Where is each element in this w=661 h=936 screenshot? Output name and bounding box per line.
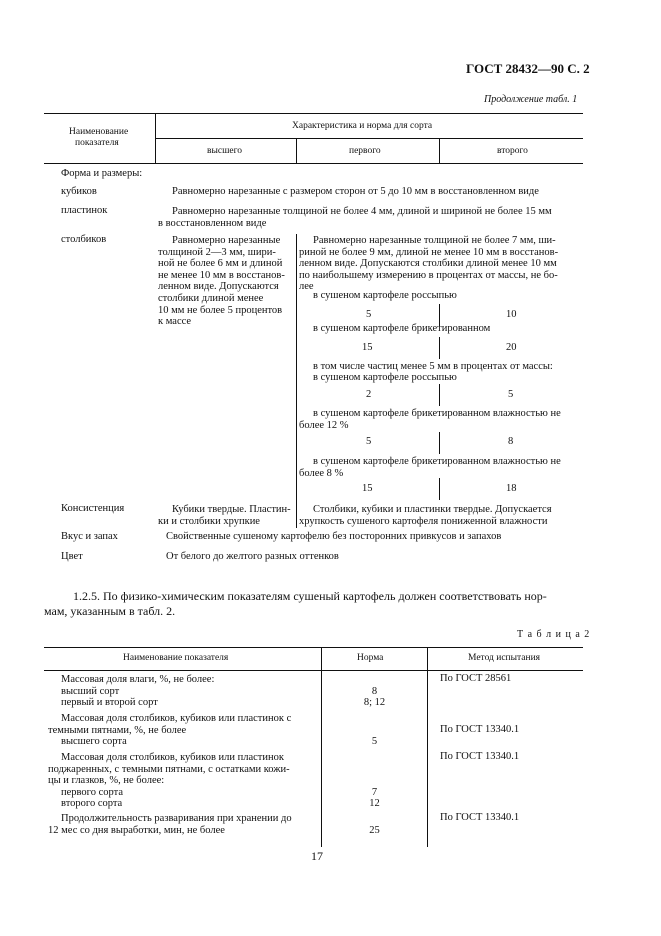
table1-col-char-header: Характеристика и норма для сорта [292, 121, 433, 131]
row-label-cubes: кубиков [61, 186, 97, 197]
table1-col-divider [439, 337, 440, 359]
row-label-taste: Вкус и запах [61, 531, 118, 542]
table2-row-norm: 7 12 [369, 786, 380, 810]
page-number: 17 [311, 849, 323, 863]
including-loose-label: в сушеном картофеле россыпью [313, 372, 457, 383]
table2-row-method: По ГОСТ 13340.1 [440, 724, 520, 735]
plates-description: Равномерно нарезанные толщиной не более 4 мм, длиной и шириной не более 15 мм в восстановленном виде [158, 206, 552, 229]
consistency-highest: Кубики твердые. Пластин- ки и столбики хрупкие [158, 504, 291, 527]
table2-row-method: По ГОСТ 13340.1 [440, 751, 520, 762]
table1-col-divider [439, 478, 440, 500]
sticks-highest-description: Равномерно нарезанные толщиной 2—3 мм, шири- ной не более 6 мм и длиной не менее 10 мм в восстанов- ленном виде. Допускаются столбики длиной менее 10 мм не более 5 процентов к массе [158, 235, 285, 328]
including-loose-value-first: 2 [366, 389, 372, 400]
table1-col-name-header: Наименование [69, 127, 129, 137]
table2-row-norm: 5 [371, 736, 378, 748]
table2-row-name: Массовая доля влаги, %, не более: высший сорт первый и второй сорт [61, 674, 215, 709]
grade-header-second: второго [497, 146, 528, 156]
row-label-color: Цвет [61, 551, 83, 562]
row-label-consistency: Консистенция [61, 503, 125, 514]
document-code: ГОСТ 28432—90 С. 2 [466, 61, 590, 76]
grade-header-first: первого [349, 146, 381, 156]
taste-description: Свойственные сушеному картофелю без посторонних привкусов и запахов [166, 531, 502, 542]
loose-value-first: 5 [366, 309, 372, 320]
briquetted-label: в сушеном картофеле брикетированном [313, 323, 491, 334]
table2-row-norm: 8 8; 12 [363, 685, 386, 709]
table2-row-name: Массовая доля столбиков, кубиков или пластинок с темными пятнами, %, не более высшего сорта [48, 713, 292, 748]
sticks-other-description: Равномерно нарезанные толщиной не более 7 мм, ши- риной не более 9 мм, длиной не менее 10 мм в восстанов- ленном виде. Допускаются столбики длиной менее 10 мм по наибольшему измерению в процентах от массы, не бо- лее [299, 235, 559, 293]
table-continuation-label: Продолжение табл. 1 [484, 94, 578, 105]
including-loose-value-second: 5 [508, 389, 514, 400]
table1-header-bottom-rule [44, 163, 583, 164]
paragraph-line: мам, указанным в табл. 2. [44, 604, 176, 618]
table2-row-name: Массовая доля столбиков, кубиков или пластинок поджаренных, с темными пятнами, с остатками кожи- цы и глазков, %, не более: первого сорта второго сорта [48, 752, 290, 810]
table2-header-name: Наименование показателя [123, 653, 229, 663]
table1-col-divider [296, 138, 297, 163]
row-label-form: Форма и размеры: [61, 168, 143, 179]
briquetted8-value-first: 15 [362, 483, 373, 494]
table2-header-rule [44, 670, 583, 671]
row-label-plates: пластинок [61, 205, 108, 216]
table2-title: Т а б л и ц а 2 [517, 629, 591, 640]
table1-top-rule [44, 113, 583, 114]
briquetted12-label: в сушеном картофеле брикетированном влажностью не более 12 % [299, 408, 561, 431]
loose-label: в сушеном картофеле россыпью [313, 290, 457, 301]
grade-header-highest: высшего [207, 146, 243, 156]
briquetted8-value-second: 18 [506, 483, 517, 494]
table2-row-name: Продолжительность разваривания при хранении до 12 мес со дня выработки, мин, не более [48, 813, 292, 836]
table1-col-divider [296, 234, 297, 528]
briquetted12-value-first: 5 [366, 436, 372, 447]
table1-col-divider [439, 432, 440, 454]
table1-col-divider [439, 138, 440, 163]
color-description: От белого до желтого разных оттенков [166, 551, 339, 562]
cubes-description: Равномерно нарезанные с размером сторон от 5 до 10 мм в восстановленном виде [172, 186, 539, 197]
paragraph-line: 1.2.5. По физико-химическим показателям сушеный картофель должен соответствовать нор- [73, 589, 547, 603]
table2-header-method: Метод испытания [468, 653, 541, 663]
table2-row-norm: 25 [369, 824, 380, 836]
table1-col-name-header: показателя [75, 138, 119, 148]
table2-header-norm: Норма [357, 653, 384, 663]
table2-col-divider [427, 647, 428, 847]
briquetted8-label: в сушеном картофеле брикетированном влажностью не более 8 % [299, 456, 561, 479]
briquetted-value-first: 15 [362, 342, 373, 353]
including-label: в том числе частиц менее 5 мм в процентах от массы: [313, 361, 553, 372]
table2-row-method: По ГОСТ 13340.1 [440, 812, 520, 823]
consistency-other: Столбики, кубики и пластинки твердые. Допускается хрупкость сушеного картофеля пониженной влажности [299, 504, 552, 527]
briquetted12-value-second: 8 [508, 436, 514, 447]
table2-row-method: По ГОСТ 28561 [440, 673, 512, 684]
table1-subheader-rule [155, 138, 583, 139]
table2-top-rule [44, 647, 583, 648]
briquetted-value-second: 20 [506, 342, 517, 353]
loose-value-second: 10 [506, 309, 517, 320]
row-label-sticks: столбиков [61, 234, 107, 245]
table1-col-divider [439, 384, 440, 406]
